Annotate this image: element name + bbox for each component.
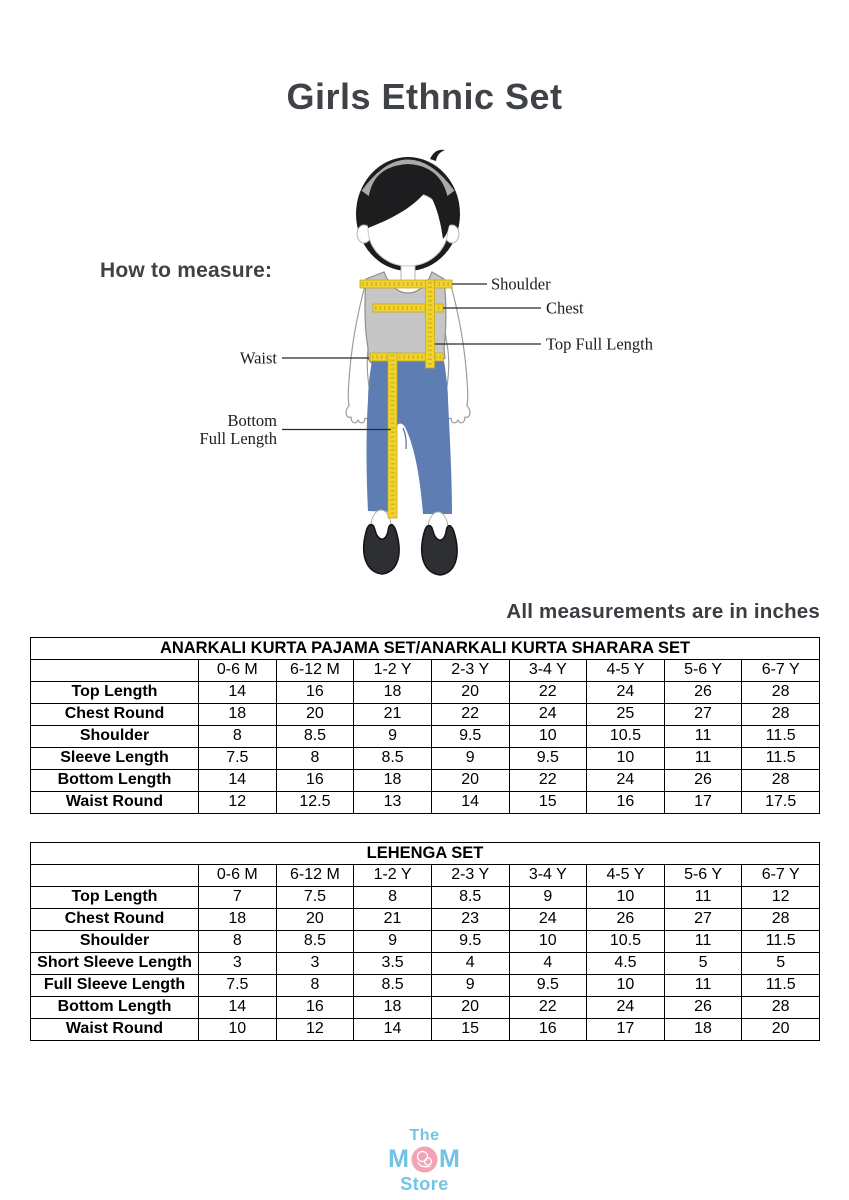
measurement-value-cell: 17 [587,1019,665,1041]
table-row [31,975,820,997]
measurement-value-cell: 22 [431,704,509,726]
mom-store-logo [0,1128,849,1193]
measurement-value-cell: 3 [276,953,354,975]
measurement-value-cell: 18 [354,770,432,792]
measurement-value-cell: 10 [587,975,665,997]
lehenga-size-table [30,842,820,1041]
measurement-value-cell: 11.5 [742,726,820,748]
table-row [31,748,820,770]
measurement-value-cell: 9 [354,726,432,748]
measurement-diagram [0,130,849,610]
measurement-value-cell: 8 [276,748,354,770]
measurement-value-cell: 9.5 [431,931,509,953]
measurement-value-cell: 7.5 [276,887,354,909]
row-label-cell: Sleeve Length [31,748,199,770]
measurement-value-cell: 7 [199,887,277,909]
measurement-value-cell: 11.5 [742,931,820,953]
size-column-header: 1-2 Y [354,865,432,887]
measurement-value-cell: 12 [276,1019,354,1041]
measurement-value-cell: 10 [587,748,665,770]
top-length-tape [426,280,435,368]
measurement-value-cell: 8.5 [276,726,354,748]
size-column-header: 0-6 M [199,660,277,682]
row-label-cell: Chest Round [31,704,199,726]
size-column-header: 1-2 Y [354,660,432,682]
measurement-value-cell: 26 [587,909,665,931]
pants [367,361,453,514]
shoulder-label: Shoulder [491,274,551,294]
measurement-value-cell: 10 [509,931,587,953]
measurement-value-cell: 16 [276,770,354,792]
measurement-value-cell: 7.5 [199,975,277,997]
measurement-value-cell: 25 [587,704,665,726]
table-row [31,726,820,748]
measurement-value-cell: 10.5 [587,726,665,748]
table-row [31,887,820,909]
measurement-value-cell: 9 [431,975,509,997]
measurement-value-cell: 3 [199,953,277,975]
measurement-value-cell: 26 [664,770,742,792]
measurement-value-cell: 28 [742,997,820,1019]
page-title: Girls Ethnic Set [286,76,563,117]
size-column-header: 6-12 M [276,660,354,682]
measurement-value-cell: 21 [354,704,432,726]
measurement-value-cell: 8 [354,887,432,909]
row-label-cell: Top Length [31,682,199,704]
table-size-header-row [31,865,820,887]
table-row [31,953,820,975]
bottom-full-length-label-line2: Full Length [199,429,277,448]
measurement-value-cell: 18 [664,1019,742,1041]
size-column-header: 6-12 M [276,865,354,887]
size-column-header: 3-4 Y [509,660,587,682]
measurement-value-cell: 11.5 [742,975,820,997]
top-full-length-label: Top Full Length [546,334,654,354]
measurement-value-cell: 14 [354,1019,432,1041]
measurement-value-cell: 26 [664,997,742,1019]
logo-m-left: M [388,1145,410,1173]
table-title: ANARKALI KURTA PAJAMA SET/ANARKALI KURTA SHARARA SET [31,638,820,660]
measurement-value-cell: 20 [276,704,354,726]
logo-m-right: M [439,1145,461,1173]
size-column-header: 2-3 Y [431,660,509,682]
table-row [31,1019,820,1041]
size-column-header: 6-7 Y [742,865,820,887]
corner-cell [31,660,199,682]
measurement-value-cell: 16 [276,682,354,704]
measurement-value-cell: 18 [354,997,432,1019]
size-column-header: 6-7 Y [742,660,820,682]
measurement-value-cell: 24 [587,997,665,1019]
table-row [31,682,820,704]
measurement-value-cell: 5 [742,953,820,975]
measurement-value-cell: 22 [509,997,587,1019]
row-label-cell: Waist Round [31,1019,199,1041]
measurement-value-cell: 9.5 [431,726,509,748]
measurement-value-cell: 17.5 [742,792,820,814]
measurement-value-cell: 26 [664,682,742,704]
measurement-value-cell: 8.5 [431,887,509,909]
row-label-cell: Bottom Length [31,770,199,792]
measurement-value-cell: 20 [276,909,354,931]
size-column-header: 5-6 Y [664,660,742,682]
measurement-value-cell: 8 [199,931,277,953]
measurement-value-cell: 11.5 [742,748,820,770]
measurement-value-cell: 7.5 [199,748,277,770]
measurement-value-cell: 4.5 [587,953,665,975]
measurement-value-cell: 9.5 [509,748,587,770]
row-label-cell: Short Sleeve Length [31,953,199,975]
measurement-value-cell: 28 [742,704,820,726]
row-label-cell: Shoulder [31,726,199,748]
units-note: All measurements are in inches [506,600,820,623]
table-title: LEHENGA SET [31,843,820,865]
measurement-value-cell: 8 [276,975,354,997]
measurement-value-cell: 24 [509,909,587,931]
measurement-value-cell: 11 [664,975,742,997]
table-row [31,704,820,726]
measurement-value-cell: 10 [199,1019,277,1041]
row-label-cell: Waist Round [31,792,199,814]
girl-illustration [346,150,470,575]
measurement-value-cell: 14 [199,770,277,792]
measurement-value-cell: 8 [199,726,277,748]
measurement-value-cell: 24 [587,682,665,704]
row-label-cell: Full Sleeve Length [31,975,199,997]
table-row [31,770,820,792]
measurement-value-cell: 16 [276,997,354,1019]
measurement-value-cell: 9 [509,887,587,909]
measurement-value-cell: 8.5 [354,975,432,997]
pants-fly-line [403,428,406,449]
mom-logo-o-icon [411,1146,438,1173]
row-label-cell: Shoulder [31,931,199,953]
measurement-value-cell: 14 [199,682,277,704]
row-label-cell: Chest Round [31,909,199,931]
measurement-value-cell: 4 [431,953,509,975]
measurement-value-cell: 20 [742,1019,820,1041]
size-column-header: 0-6 M [199,865,277,887]
measurement-value-cell: 23 [431,909,509,931]
measurement-value-cell: 13 [354,792,432,814]
measurement-value-cell: 16 [509,1019,587,1041]
measurement-value-cell: 12.5 [276,792,354,814]
logo-text-mom [0,1146,849,1173]
measurement-value-cell: 14 [199,997,277,1019]
measurement-value-cell: 28 [742,770,820,792]
size-column-header: 4-5 Y [587,660,665,682]
table-row [31,931,820,953]
size-column-header: 2-3 Y [431,865,509,887]
anarkali-size-table [30,637,820,814]
measurement-value-cell: 18 [199,909,277,931]
table-title-row [31,843,820,865]
measurement-value-cell: 14 [431,792,509,814]
measurement-value-cell: 11 [664,887,742,909]
measurement-value-cell: 28 [742,682,820,704]
measurement-value-cell: 8.5 [354,748,432,770]
measurement-value-cell: 28 [742,909,820,931]
table-row [31,909,820,931]
measurement-value-cell: 8.5 [276,931,354,953]
measurement-value-cell: 24 [587,770,665,792]
measurement-value-cell: 12 [742,887,820,909]
measurement-value-cell: 12 [199,792,277,814]
measurement-value-cell: 15 [431,1019,509,1041]
measurement-value-cell: 9.5 [509,975,587,997]
measurement-value-cell: 11 [664,726,742,748]
row-label-cell: Bottom Length [31,997,199,1019]
table-row [31,792,820,814]
table-row [31,997,820,1019]
measurement-value-cell: 20 [431,682,509,704]
how-to-measure-label: How to measure: [100,259,273,282]
size-column-header: 4-5 Y [587,865,665,887]
measurement-value-cell: 18 [199,704,277,726]
measurement-value-cell: 16 [587,792,665,814]
size-column-header: 5-6 Y [664,865,742,887]
measurement-value-cell: 22 [509,682,587,704]
measurement-value-cell: 17 [664,792,742,814]
measurement-value-cell: 20 [431,770,509,792]
measurement-value-cell: 18 [354,682,432,704]
measurement-value-cell: 27 [664,909,742,931]
row-label-cell: Top Length [31,887,199,909]
measurement-value-cell: 10.5 [587,931,665,953]
chest-label: Chest [546,298,584,318]
logo-text-store: Store [400,1174,449,1194]
measurement-value-cell: 24 [509,704,587,726]
measurement-value-cell: 9 [431,748,509,770]
bottom-full-length-label-line1: Bottom [227,411,277,430]
measurement-value-cell: 21 [354,909,432,931]
measurement-value-cell: 10 [587,887,665,909]
measurement-value-cell: 3.5 [354,953,432,975]
measurement-value-cell: 22 [509,770,587,792]
measurement-value-cell: 10 [509,726,587,748]
shoulder-tape [360,280,452,288]
table-title-row [31,638,820,660]
waist-label: Waist [239,348,277,368]
logo-text-the: The [409,1127,440,1144]
measurement-value-cell: 11 [664,748,742,770]
measurement-value-cell: 27 [664,704,742,726]
measurement-value-cell: 20 [431,997,509,1019]
measurement-value-cell: 9 [354,931,432,953]
hair-tuft [430,150,445,161]
measurement-value-cell: 4 [509,953,587,975]
corner-cell [31,865,199,887]
bottom-length-tape [388,353,397,518]
measurement-value-cell: 15 [509,792,587,814]
size-column-header: 3-4 Y [509,865,587,887]
measurement-value-cell: 5 [664,953,742,975]
measurement-value-cell: 11 [664,931,742,953]
table-size-header-row [31,660,820,682]
